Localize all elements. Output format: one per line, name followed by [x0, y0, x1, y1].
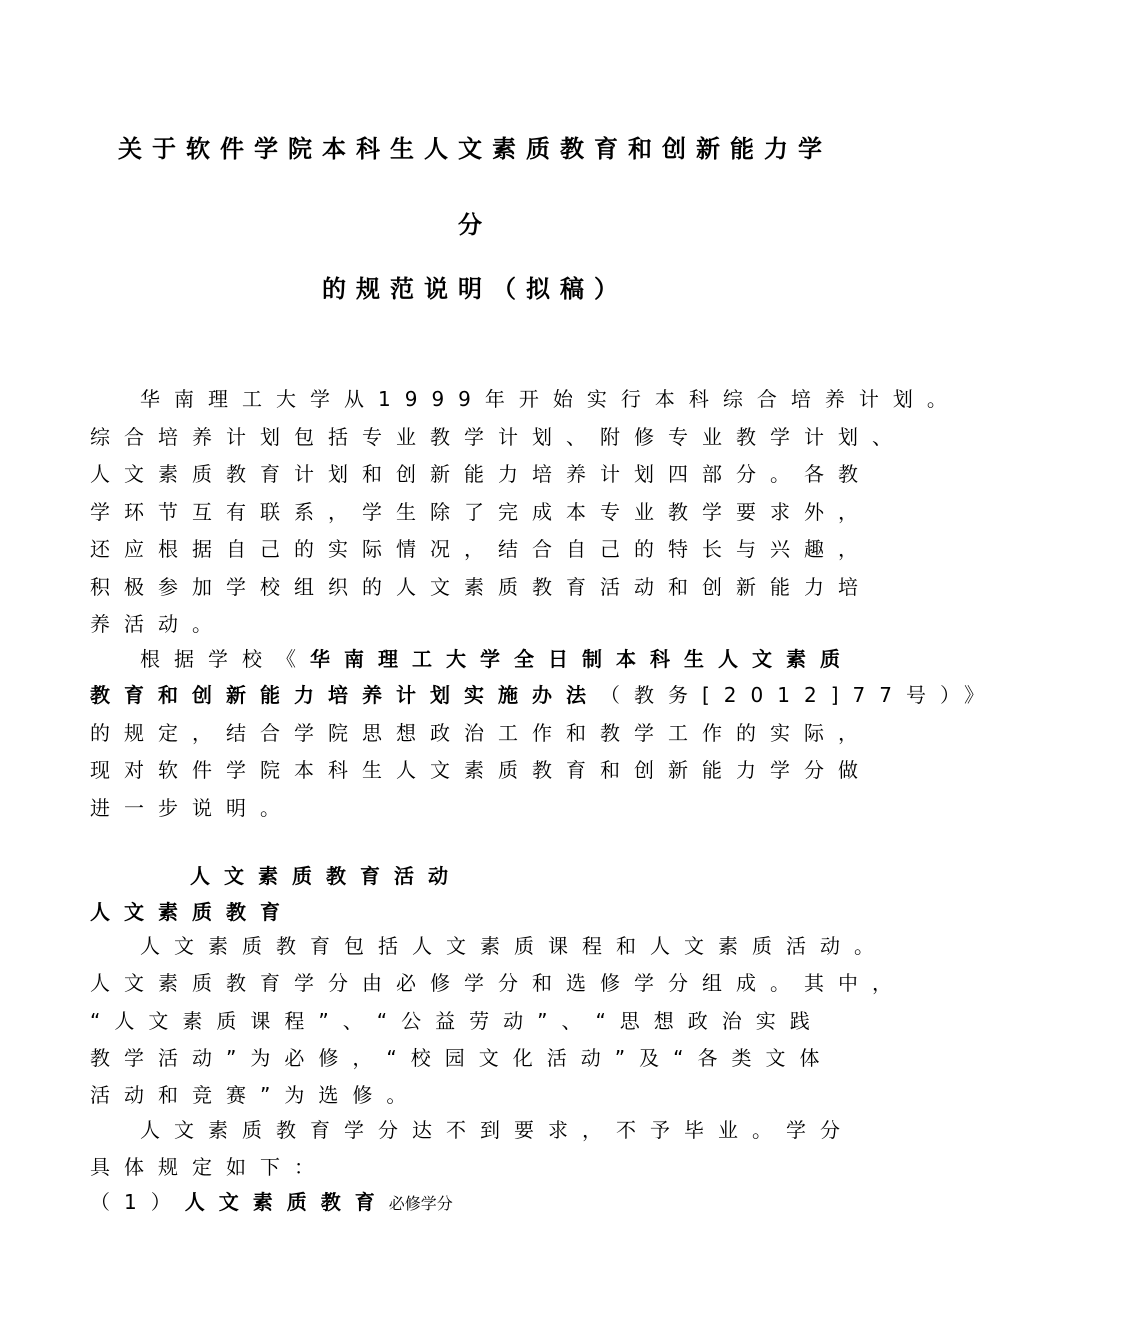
basis-line-5: 进一步说明。: [90, 796, 294, 820]
policy-document-number: （教务[2012]77号）》: [600, 683, 998, 707]
content-line-2: 人文素质教育学分由必修学分和选修学分组成。其中，: [90, 971, 906, 995]
document-title-line-2: 分: [458, 211, 492, 239]
list-item-1: [0, 1187, 1040, 1219]
document-title-line-3: 的规范说明（拟稿）: [322, 275, 628, 303]
basis-line-1: [0, 644, 1090, 674]
content-line-4: 教学活动”为必修，“校园文化活动”及“各类文体: [90, 1046, 834, 1070]
basis-line-4: 现对软件学院本科生人文素质教育和创新能力学分做: [90, 758, 872, 782]
intro-line-5: 还应根据自己的实际情况，结合自己的特长与兴趣，: [90, 537, 872, 561]
section-heading: 人文素质教育活动: [190, 864, 462, 888]
intro-line-1: 华南理工大学从1999年开始实行本科综合培养计划。: [140, 387, 961, 411]
intro-line-6: 积极参加学校组织的人文素质教育活动和创新能力培: [90, 575, 872, 599]
requirement-line-1: 人文素质教育学分达不到要求，不予毕业。学分: [140, 1118, 854, 1142]
intro-line-2: 综合培养计划包括专业教学计划、附修专业教学计划、: [90, 425, 906, 449]
list-item-1-title: 人文素质教育: [184, 1190, 389, 1214]
basis-line-3: 的规定，结合学院思想政治工作和教学工作的实际，: [90, 721, 872, 745]
intro-line-4: 学环节互有联系，学生除了完成本专业教学要求外，: [90, 500, 872, 524]
intro-line-3: 人文素质教育计划和创新能力培养计划四部分。各教: [90, 462, 872, 486]
policy-document-name-part-2: 教育和创新能力培养计划实施办法: [90, 683, 600, 707]
content-line-1: 人文素质教育包括人文素质课程和人文素质活动。: [140, 934, 888, 958]
content-line-5: 活动和竞赛”为选修。: [90, 1083, 421, 1107]
document-title-line-1: 关于软件学院本科生人文素质教育和创新能力学: [118, 135, 832, 163]
requirement-line-2: 具体规定如下：: [90, 1155, 328, 1179]
list-item-1-suffix: 必修学分: [388, 1194, 453, 1213]
intro-line-7: 养活动。: [90, 612, 226, 636]
subsection-heading: 人文素质教育: [90, 900, 294, 924]
basis-line-2: [0, 680, 1040, 710]
policy-document-name-part-1: 华南理工大学全日制本科生人文素质: [310, 647, 854, 671]
content-line-3: “人文素质课程”、“公益劳动”、“思想政治实践: [90, 1009, 824, 1033]
list-item-1-number: （1）: [90, 1190, 185, 1214]
basis-line-1-prefix: 根据学校《: [140, 647, 310, 671]
